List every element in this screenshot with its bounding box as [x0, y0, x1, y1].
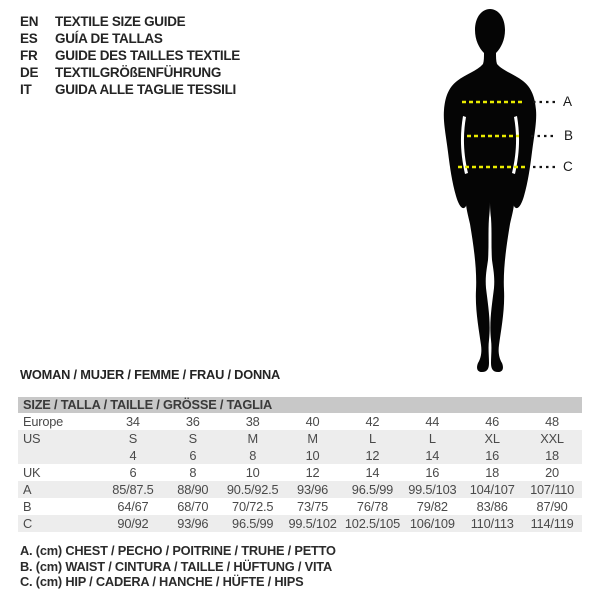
- size-cell: 64/67: [117, 499, 149, 514]
- table-row-chest: [18, 481, 582, 498]
- size-cell: 93/96: [177, 516, 209, 531]
- size-cell: 12: [365, 448, 380, 463]
- size-cell: 44: [425, 414, 440, 429]
- table-row-hip: [18, 515, 582, 532]
- size-cell: 38: [245, 414, 260, 429]
- size-cell: 8: [249, 448, 257, 463]
- size-cell: 87/90: [536, 499, 568, 514]
- table-row-waist: [18, 498, 582, 515]
- size-cell: 14: [365, 465, 380, 480]
- size-cell: 102.5/105: [344, 516, 400, 531]
- size-cell: 4: [129, 448, 137, 463]
- legend-waist: B. (cm) WAIST / CINTURA / TAILLE / HÜFTUNG / VITA: [20, 558, 333, 574]
- size-cell: 79/82: [416, 499, 448, 514]
- hip-label: C: [563, 159, 573, 174]
- size-cell: 34: [126, 414, 140, 429]
- size-cell: 73/75: [297, 499, 329, 514]
- woman-silhouette-svg: [400, 0, 600, 380]
- language-row: [20, 47, 240, 64]
- size-cell: M: [247, 431, 258, 446]
- waist-label: B: [564, 128, 574, 143]
- size-cell: S: [128, 431, 138, 446]
- size-cell: L: [368, 431, 376, 446]
- size-cell: L: [428, 431, 436, 446]
- size-table-header: SIZE / TALLA / TAILLE / GRÖSSE / TAGLIA: [18, 397, 582, 413]
- language-row: [20, 13, 240, 30]
- size-cell: M: [307, 431, 318, 446]
- language-title: TEXTILE SIZE GUIDE: [55, 14, 186, 29]
- size-cell: 96.5/99: [351, 482, 394, 497]
- size-cell: 99.5/103: [408, 482, 457, 497]
- size-cell: 10: [305, 448, 320, 463]
- size-cell: 107/110: [530, 482, 575, 497]
- table-row-us-numbers: [18, 447, 582, 464]
- table-row-us-letters: [18, 430, 582, 447]
- woman-silhouette: [444, 9, 536, 372]
- size-cell: 96.5/99: [232, 516, 274, 531]
- language-code: EN: [20, 14, 39, 29]
- size-cell: 85/87.5: [112, 482, 154, 497]
- size-cell: S: [188, 431, 197, 446]
- size-cell: 6: [189, 448, 197, 463]
- size-cell: 10: [245, 465, 260, 480]
- size-cell: 18: [485, 465, 500, 480]
- size-cell: XXL: [540, 431, 564, 446]
- size-cell: 8: [189, 465, 197, 480]
- size-cell: 20: [545, 465, 559, 480]
- category-title: WOMAN / MUJER / FEMME / FRAU / DONNA: [20, 367, 281, 382]
- measurement-figure: [400, 0, 600, 380]
- size-cell: 36: [185, 414, 200, 429]
- row-label: C: [23, 516, 33, 531]
- language-code: FR: [20, 48, 38, 63]
- language-code: DE: [20, 65, 39, 80]
- language-title: GUIDA ALLE TAGLIE TESSILI: [55, 82, 236, 97]
- size-cell: 90/92: [117, 516, 149, 531]
- size-cell: 93/96: [297, 482, 329, 497]
- row-label: US: [23, 431, 41, 446]
- size-cell: 12: [305, 465, 320, 480]
- size-cell: 76/78: [356, 499, 388, 514]
- language-code: ES: [20, 31, 38, 46]
- size-cell: 46: [485, 414, 500, 429]
- row-label: A: [23, 482, 32, 497]
- size-cell: 68/70: [177, 499, 209, 514]
- size-cell: 106/109: [409, 516, 455, 531]
- size-cell: 110/113: [470, 516, 514, 531]
- size-cell: 90.5/92.5: [226, 482, 279, 497]
- size-table: [18, 397, 582, 532]
- legend-chest: A. (cm) CHEST / PECHO / POITRINE / TRUHE / PETTO: [20, 543, 336, 558]
- size-cell: 6: [129, 465, 137, 480]
- row-label: Europe: [23, 414, 64, 429]
- language-row: [20, 64, 240, 81]
- size-cell: 16: [425, 465, 440, 480]
- table-row-uk: [18, 464, 582, 481]
- row-label: UK: [23, 465, 41, 480]
- language-title: GUÍA DE TALLAS: [55, 31, 163, 46]
- language-row: [20, 30, 240, 47]
- size-cell: 83/86: [476, 499, 508, 514]
- language-title: TEXTILGRÖßENFÜHRUNG: [55, 65, 222, 80]
- row-label: [18, 447, 103, 464]
- size-cell: 114/119: [530, 516, 574, 531]
- size-cell: 99.5/102: [288, 516, 337, 531]
- size-cell: 42: [365, 414, 380, 429]
- legend-hip: C. (cm) HIP / CADERA / HANCHE / HÜFTE / HIPS: [20, 574, 304, 590]
- size-cell: 40: [305, 414, 320, 429]
- size-cell: XL: [484, 431, 500, 446]
- size-cell: 16: [485, 448, 500, 463]
- language-code: IT: [20, 82, 32, 97]
- language-row: [20, 81, 240, 98]
- row-label: B: [23, 499, 32, 514]
- size-cell: 104/107: [469, 482, 515, 497]
- size-cell: 14: [425, 448, 440, 463]
- language-title-block: [20, 13, 240, 98]
- language-title: GUIDE DES TAILLES TEXTILE: [55, 48, 241, 63]
- measurement-legend: [20, 543, 336, 590]
- size-cell: 70/72.5: [232, 499, 274, 514]
- size-cell: 88/90: [177, 482, 209, 497]
- table-row-europe: [18, 413, 582, 430]
- size-cell: 18: [545, 448, 559, 463]
- chest-label: A: [563, 94, 573, 109]
- size-cell: 48: [545, 414, 559, 429]
